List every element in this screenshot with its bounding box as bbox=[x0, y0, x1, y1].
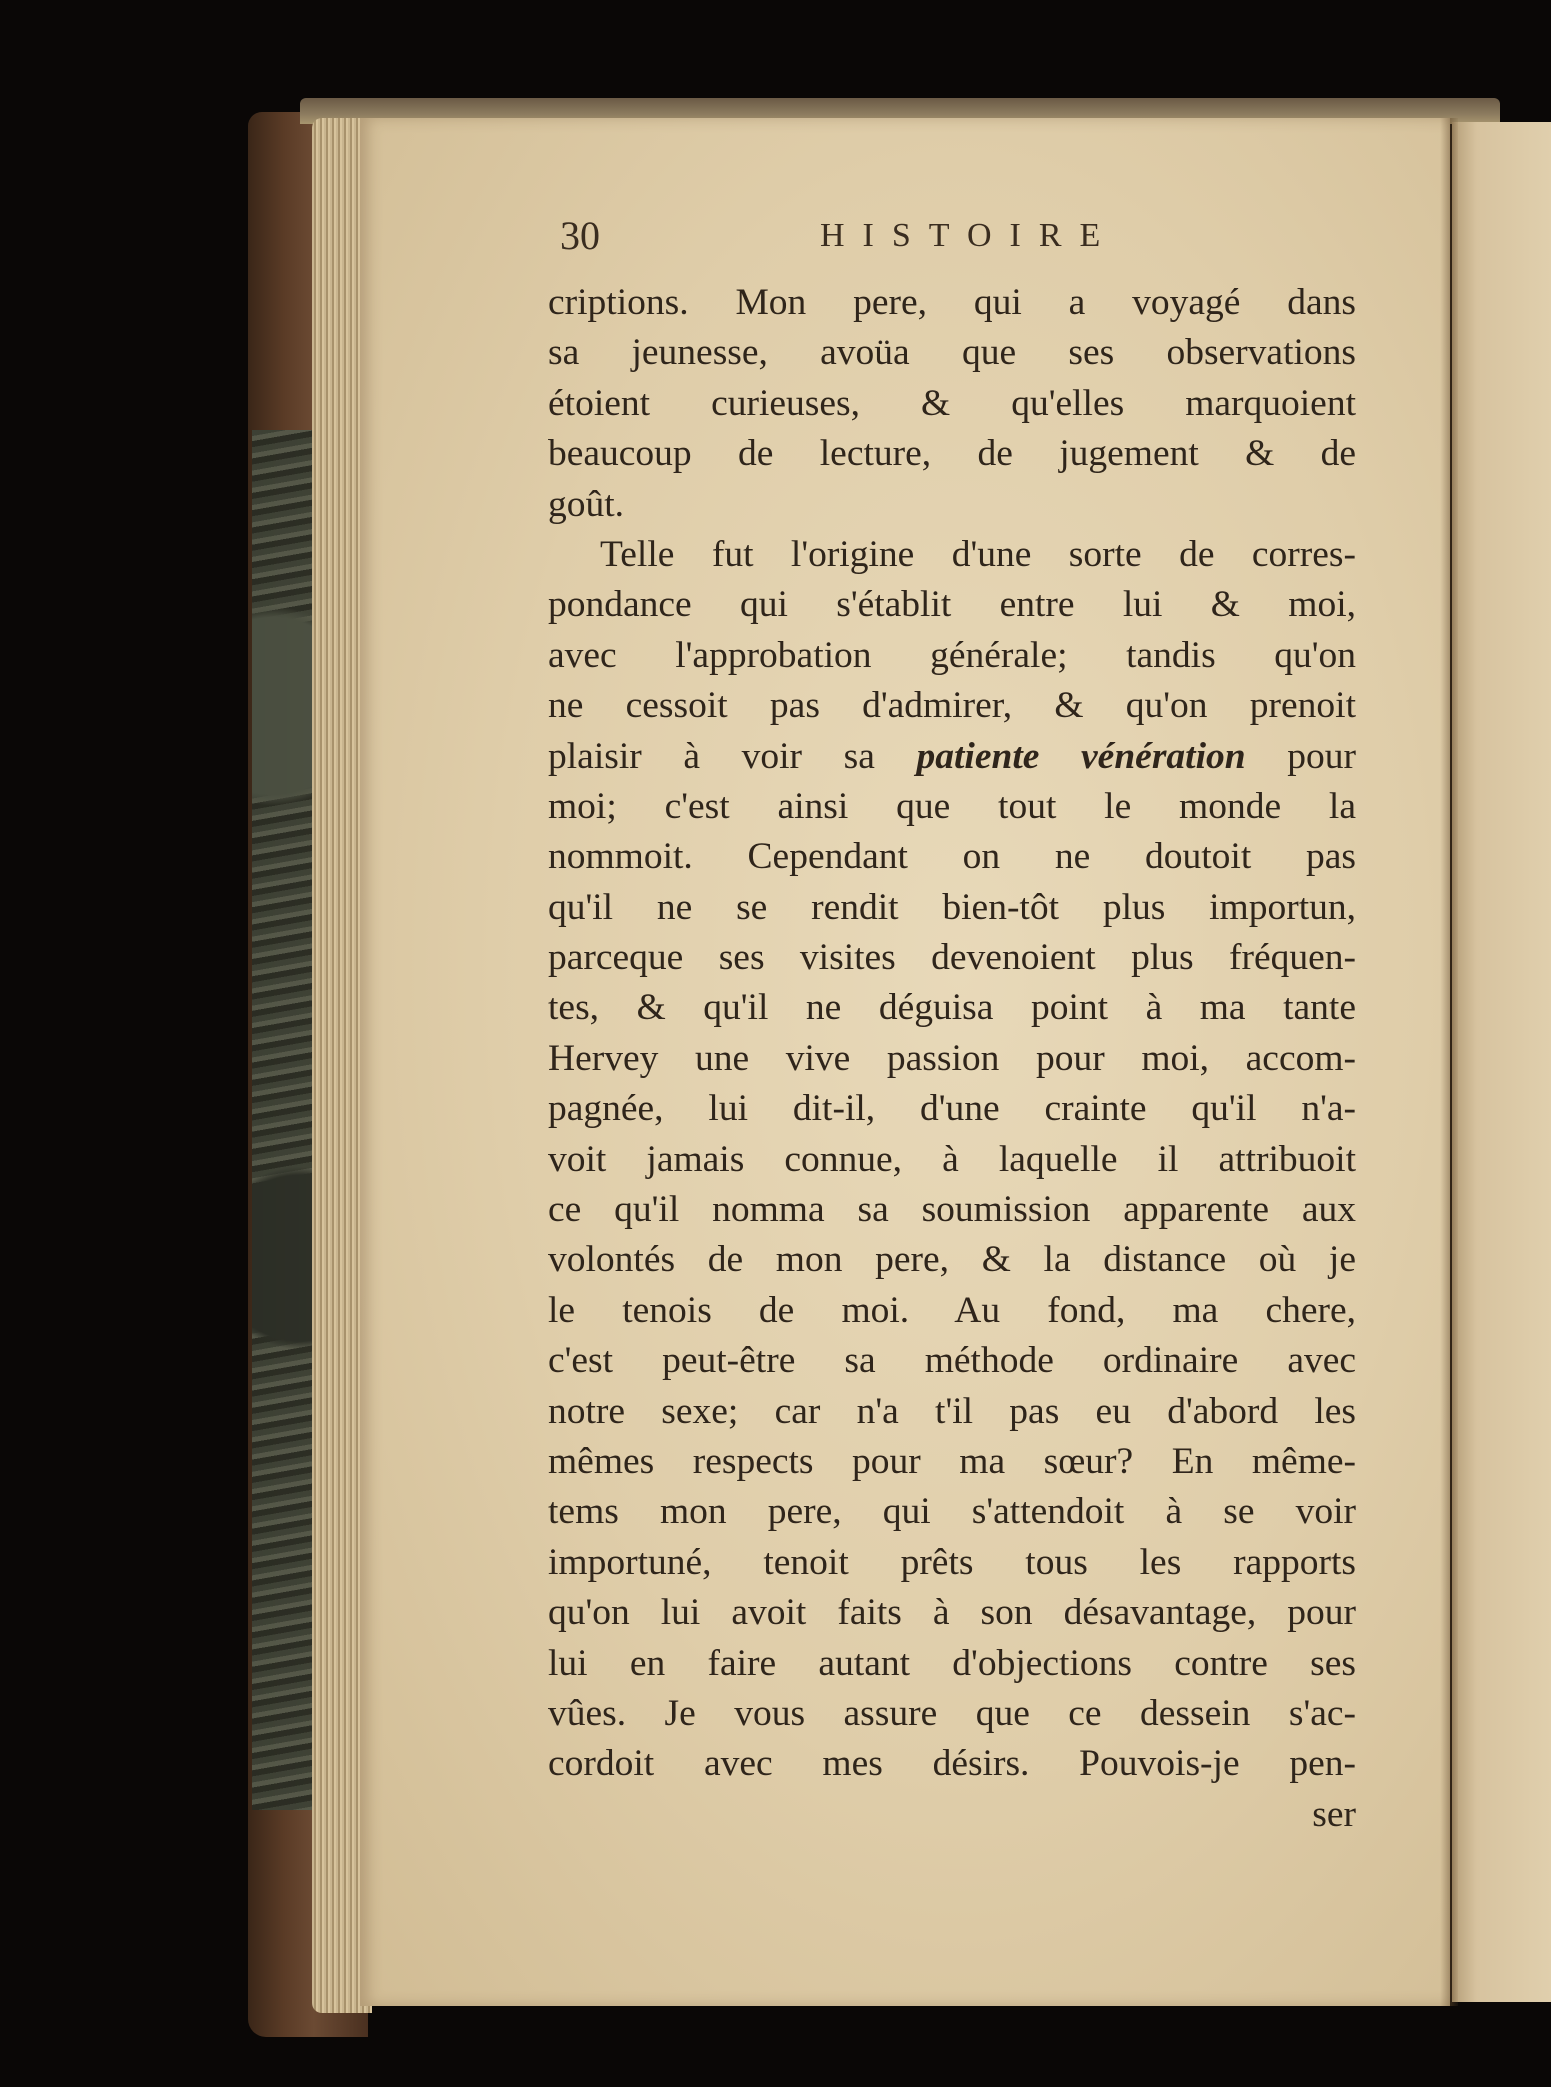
marbled-board bbox=[252, 430, 320, 1810]
page-gutter bbox=[1440, 118, 1458, 2006]
text-line: parceque ses visites devenoient plus fréquen- bbox=[548, 937, 1356, 979]
text-line: cordoit avec mes désirs. Pouvois-je pen- bbox=[548, 1743, 1356, 1785]
text-line: c'est peut-être sa méthode ordinaire avec bbox=[548, 1340, 1356, 1382]
text-line: lui en faire autant d'objections contre ses bbox=[548, 1642, 1356, 1684]
catchword: ser bbox=[1312, 1793, 1356, 1835]
text-line: avec l'approbation générale; tandis qu'on bbox=[548, 634, 1356, 676]
text-line: notre sexe; car n'a t'il pas eu d'abord les bbox=[548, 1390, 1356, 1432]
running-head bbox=[560, 210, 1160, 262]
text-line: mêmes respects pour ma sœur? En même- bbox=[548, 1440, 1356, 1482]
text-line: tes, & qu'il ne déguisa point à ma tante bbox=[548, 987, 1356, 1029]
text-line: goût. bbox=[548, 483, 625, 525]
text-line: sa jeunesse, avoüa que ses observations bbox=[548, 332, 1356, 374]
page-heading: HISTOIRE bbox=[820, 217, 1119, 254]
text-line: tems mon pere, qui s'attendoit à se voir bbox=[548, 1491, 1356, 1533]
text-line: qu'il ne se rendit bien-tôt plus importun, bbox=[548, 886, 1356, 928]
text-line: ne cessoit pas d'admirer, & qu'on prenoit bbox=[548, 685, 1356, 727]
body-text bbox=[548, 278, 1356, 1840]
text-fragment: plaisir à voir sa bbox=[548, 735, 917, 777]
text-line: beaucoup de lecture, de jugement & de bbox=[548, 433, 1356, 475]
text-line: étoient curieuses, & qu'elles marquoient bbox=[548, 382, 1356, 424]
italic-phrase: patiente vénération bbox=[916, 735, 1246, 777]
text-line: qu'on lui avoit faits à son désavantage, pour bbox=[548, 1592, 1356, 1634]
text-line: pagnée, lui dit-il, d'une crainte qu'il n'a- bbox=[548, 1088, 1356, 1130]
text-line: moi; c'est ainsi que tout le monde la bbox=[548, 785, 1356, 827]
page-number: 30 bbox=[560, 213, 600, 258]
text-line: Hervey une vive passion pour moi, accom- bbox=[548, 1037, 1356, 1079]
paragraph-start-line: Telle fut l'origine d'une sorte de corres- bbox=[600, 533, 1356, 575]
text-line: importuné, tenoit prêts tous les rapports bbox=[548, 1541, 1356, 1583]
text-line: pondance qui s'établit entre lui & moi, bbox=[548, 584, 1356, 626]
text-line: voit jamais connue, à laquelle il attribuoit bbox=[548, 1138, 1356, 1180]
text-line: ce qu'il nomma sa soumission apparente aux bbox=[548, 1189, 1356, 1231]
text-line-emphasis bbox=[548, 732, 1356, 782]
text-line: criptions. Mon pere, qui a voyagé dans bbox=[548, 282, 1356, 323]
text-line: volontés de mon pere, & la distance où je bbox=[548, 1239, 1356, 1281]
text-line: vûes. Je vous assure que ce dessein s'ac- bbox=[548, 1692, 1356, 1734]
text-line: le tenois de moi. Au fond, ma chere, bbox=[548, 1289, 1356, 1331]
facing-page bbox=[1452, 122, 1551, 2002]
text-line: nommoit. Cependant on ne doutoit pas bbox=[548, 836, 1356, 878]
text-fragment: pour bbox=[1245, 735, 1356, 777]
